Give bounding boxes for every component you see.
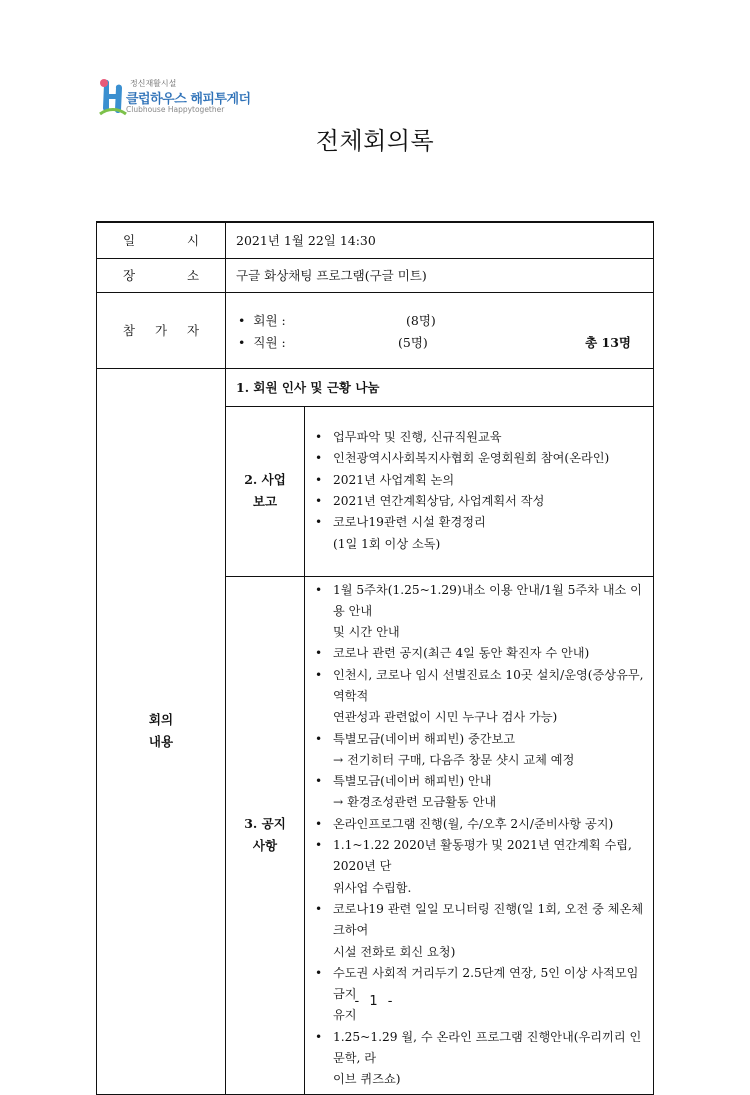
list-item-text: 코로나19관련 시설 환경정리: [333, 515, 486, 530]
members-label: 회원 :: [253, 312, 286, 328]
list-item-line1: 코로나19 관련 일일 모니터링 진행(일 1회, 오전 중 체온체크하여: [333, 901, 644, 938]
list-item-line2: → 전기히터 구매, 다음주 창문 샷시 교체 예정: [333, 752, 575, 767]
list-item: • 인천광역시사회복지사협회 운영회원회 참여(온라인): [333, 448, 645, 469]
logo-mark-icon: [98, 78, 128, 118]
section2-content: [305, 406, 654, 576]
staff-label: 직원 :: [253, 334, 286, 350]
list-item-line1: 온라인프로그램 진행(월, 수/오후 2시/준비사항 공지): [333, 816, 614, 831]
list-item: [333, 512, 645, 555]
section1-title: 1. 회원 인사 및 근황 나눔: [226, 368, 654, 406]
list-item: [333, 835, 645, 899]
list-item-line1: 인천시, 코로나 임시 선별진료소 10곳 설치/운영(증상유무, 역학적: [333, 667, 644, 703]
list-item: [333, 729, 645, 772]
list-item-line2: 위사업 수립함.: [333, 880, 412, 895]
staff-row: • 직원 :: [238, 334, 286, 350]
org-logo: [98, 78, 258, 120]
section2-label-line2: 보고: [252, 494, 278, 509]
list-item: [333, 580, 645, 644]
members-count: (8명): [406, 312, 436, 328]
list-item: [333, 771, 645, 814]
list-item: [333, 665, 645, 729]
content-label-line2: 내용: [148, 734, 174, 750]
logo-english: Clubhouse Happytogether: [126, 105, 225, 114]
minutes-table: [96, 221, 654, 1095]
content-label: [97, 368, 226, 1094]
list-item-continuation: (1일 1회 이상 소독): [333, 536, 441, 551]
list-item-line1: 특별모금(네이버 해피빈) 중간보고: [333, 731, 516, 746]
list-item-line1: 1월 5주차(1.25~1.29)내소 이용 안내/1월 5주차 내소 이용 안내: [333, 582, 642, 618]
page-title: 전체회의록: [315, 127, 435, 155]
list-item-line1: 수도권 사회적 거리두기 2.5단계 연장, 5인 이상 사적모임 금지: [333, 965, 639, 1002]
list-item-line2: → 환경조성관련 모금활동 안내: [333, 795, 497, 810]
total-count: 총 13명: [585, 334, 631, 350]
date-value: 2021년 1월 22일 14:30: [226, 222, 654, 258]
list-item: • 2021년 사업계획 논의: [333, 470, 645, 491]
staff-count: (5명): [398, 334, 428, 350]
list-item: [333, 1027, 645, 1091]
list-item: • 2021년 연간계획상담, 사업계획서 작성: [333, 491, 645, 512]
list-item-line1: 1.1~1.22 2020년 활동평가 및 2021년 연간계획 수립, 2020년 단: [333, 838, 632, 874]
members-row: • 회원 :: [238, 312, 286, 328]
list-item-line2: 이브 퀴즈쇼): [333, 1072, 401, 1087]
section3-content: [305, 576, 654, 1094]
section3-label: [226, 576, 305, 1094]
logo-name: 클럽하우스 해피투게더: [126, 92, 251, 107]
place-value: 구글 화상채팅 프로그램(구글 미트): [226, 258, 654, 292]
list-item-line2: 및 시간 안내: [333, 625, 400, 640]
content-label-line1: 회의: [148, 712, 174, 728]
date-label: 일 시: [97, 222, 226, 258]
section3-label-line2: 사항: [252, 838, 278, 854]
list-item-line1: 1.25~1.29 월, 수 온라인 프로그램 진행안내(우리끼리 인문학, 라: [333, 1029, 642, 1066]
list-item: [333, 814, 645, 835]
list-item: • 업무파악 및 진행, 신규직원교육: [333, 427, 645, 448]
list-item: [333, 643, 645, 664]
place-label: 장 소: [97, 258, 226, 292]
logo-subtitle: 정신재활시설: [130, 79, 177, 88]
list-item: [333, 899, 645, 963]
section2-label: [226, 406, 305, 576]
attendees-cell: [226, 292, 654, 368]
list-item-line1: 특별모금(네이버 해피빈) 안내: [333, 774, 492, 789]
section2-label-line1: 2. 사업: [244, 472, 286, 487]
attendees-label: 참 가 자: [97, 292, 226, 368]
list-item-line2: 연관성과 관련없이 시민 누구나 검사 가능): [333, 710, 558, 725]
list-item-line1: 코로나 관련 공지(최근 4일 동안 확진자 수 안내): [333, 646, 590, 661]
list-item-line2: 유지: [333, 1008, 357, 1023]
section3-label-line1: 3. 공지: [244, 816, 286, 832]
page-number: - 1 -: [354, 994, 396, 1009]
list-item-line2: 시설 전화로 회신 요청): [333, 944, 456, 959]
